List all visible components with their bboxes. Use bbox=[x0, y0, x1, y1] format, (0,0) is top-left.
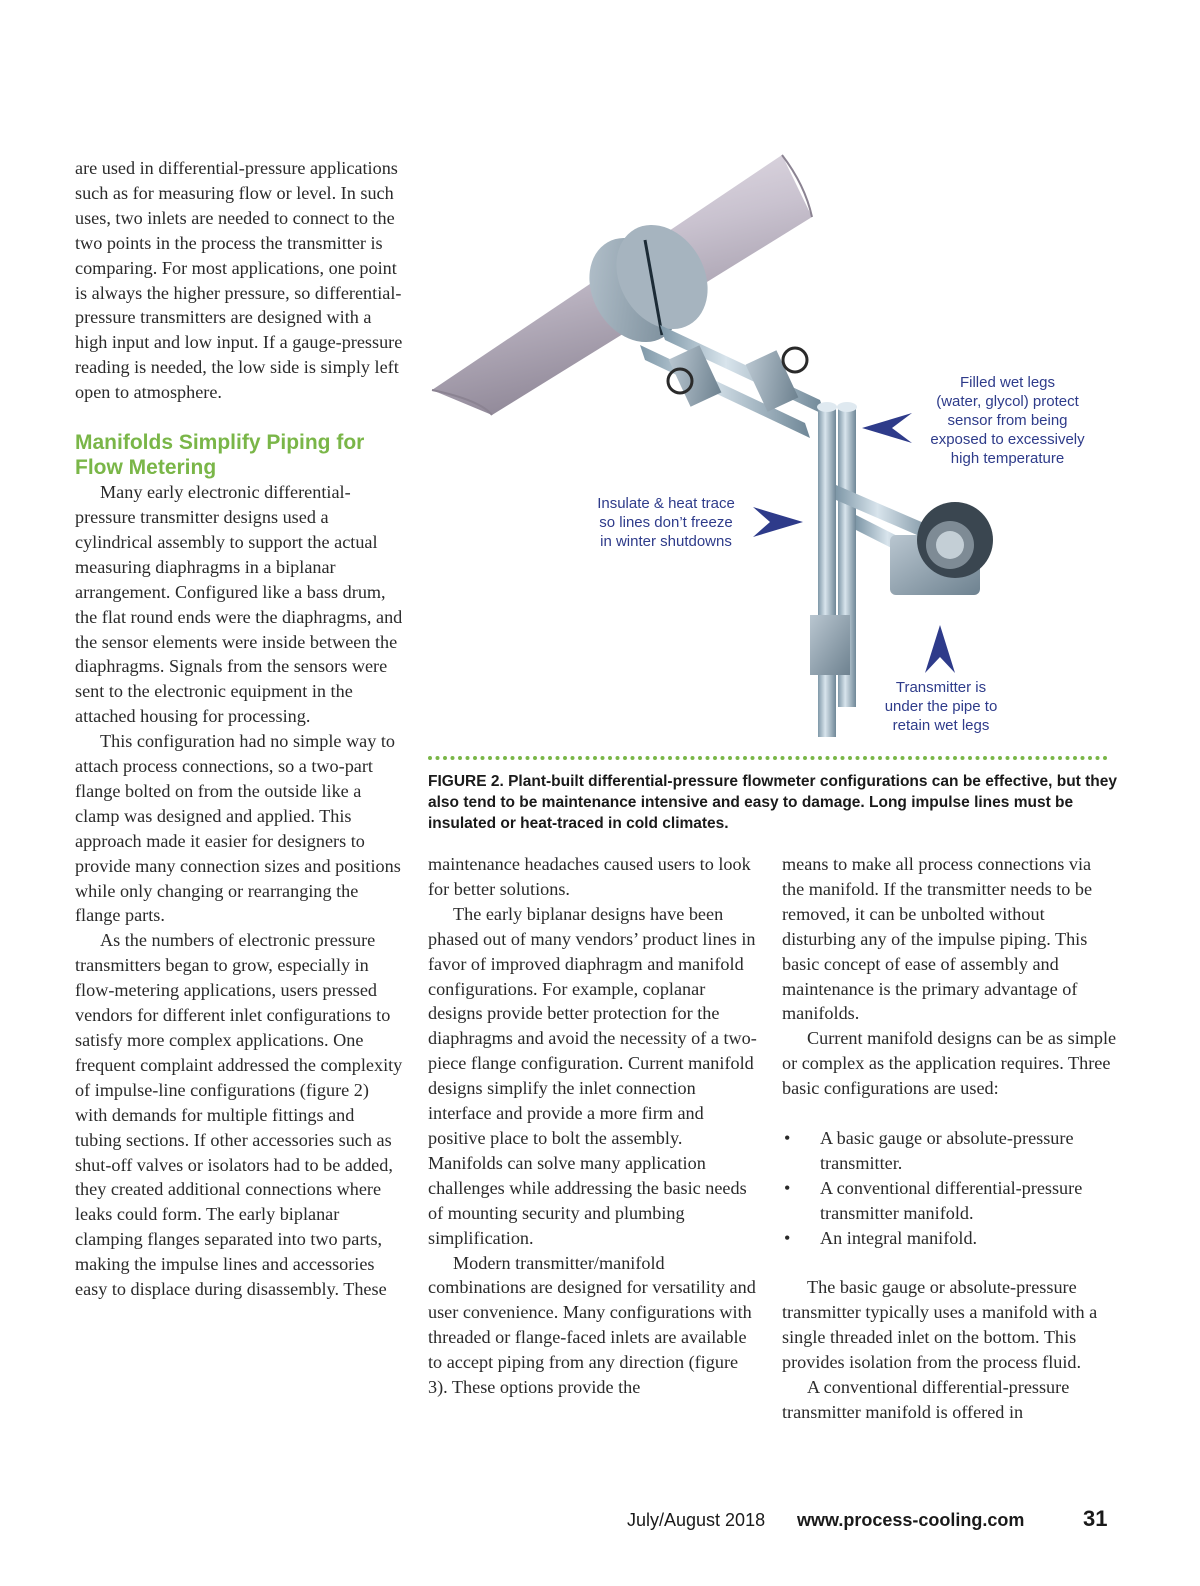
issue-date: July/August 2018 bbox=[627, 1510, 766, 1530]
figure-caption: FIGURE 2. Plant-built differential-pressure flowmeter configurations can be effective, but they also tend to be maintenance intensive and easy to damage. Long impulse lines must be insulated or heat-traced in cold climates. bbox=[428, 773, 1118, 832]
arrow-wet-legs bbox=[862, 413, 912, 443]
bullet-icon: • bbox=[784, 1177, 791, 1198]
text-column-2 bbox=[428, 852, 758, 1400]
text-column-3 bbox=[782, 852, 1117, 1425]
paragraph: means to make all process connections via the manifold. If the transmitter needs to be removed, it can be unbolted without disturbing any of the impulse piping. This basic concept of ease of assembly and maintenance is the primary advantage of manifolds. bbox=[782, 854, 1093, 1024]
page-footer bbox=[600, 1506, 1120, 1536]
paragraph: As the numbers of electronic pressure transmitters began to grow, especially in flow-metering applications, users pressed vendors for different inlet configurations to satisfy more complex applications. One frequent complaint addressed the complexity of impulse-line configurations (figure 2) with demands for multiple fittings and tubing sections. If other accessories such as shut-off valves or isolators had to be added, they created additional connections where leaks could form. The early biplanar clamping flanges separated into two parts, making the impulse lines and accessories easy to displace during disassembly. These bbox=[75, 930, 403, 1300]
dotted-divider bbox=[428, 752, 1113, 764]
list-item: • An integral manifold. bbox=[782, 1226, 1117, 1251]
paragraph: Modern transmitter/manifold combinations are designed for versatility and user convenience. Many configurations with threaded or flange-faced inlets are available to accept piping from any direction (figure 3). These options provide the bbox=[428, 1252, 756, 1398]
callout-wet-legs: Filled wet legs (water, glycol) protect sensor from being exposed to excessively high temperature bbox=[930, 374, 1085, 467]
callout-transmitter: Transmitter is under the pipe to retain wet legs bbox=[884, 679, 998, 734]
callout-insulate: Insulate & heat trace so lines don’t freeze in winter shutdowns bbox=[597, 495, 735, 550]
bullet-icon: • bbox=[784, 1227, 791, 1248]
paragraph: A conventional differential-pressure transmitter manifold is offered in bbox=[782, 1377, 1070, 1422]
arrow-transmitter bbox=[925, 625, 955, 673]
bullet-icon: • bbox=[784, 1127, 791, 1148]
text-column-1 bbox=[75, 156, 405, 1302]
website-link[interactable]: www.process-cooling.com bbox=[797, 1510, 1025, 1530]
list-item: • A basic gauge or absolute-pressure transmitter. bbox=[784, 1127, 1074, 1173]
paragraph: Current manifold designs can be as simple or complex as the application requires. Three basic configurations are used: bbox=[782, 1028, 1117, 1099]
list-item: • A conventional differential-pressure transmitter manifold. bbox=[784, 1177, 1083, 1223]
figure-2 bbox=[420, 145, 1120, 755]
paragraph: maintenance headaches caused users to look for better solutions. bbox=[428, 854, 751, 899]
arrow-insulate bbox=[753, 507, 803, 537]
wet-leg-left bbox=[818, 407, 836, 737]
paragraph: The basic gauge or absolute-pressure transmitter typically uses a manifold with a single threaded inlet on the bottom. This provides isolation from the process fluid. bbox=[782, 1277, 1098, 1373]
page-number: 31 bbox=[1083, 1506, 1108, 1531]
paragraph: Many early electronic differential-pressure transmitter designs used a cylindrical assembly to support the actual measuring diaphragms in a biplanar arrangement. Configured like a bass drum, the flat round ends were the diaphragms, and the sensor elements were inside between the diaphragms. Signals from the sensors were sent to the electronic equipment in the attached housing for processing. bbox=[75, 482, 403, 727]
drain-valve bbox=[810, 615, 850, 675]
bullet-list bbox=[782, 1126, 1117, 1251]
paragraph: The early biplanar designs have been phased out of many vendors’ product lines in favor of improved diaphragm and manifold configurations. For example, coplanar designs provide better protection for the diaphragms and avoid the necessity of a two-piece flange configuration. Current manifold designs simplify the inlet connection interface and provide a more firm and positive place to bolt the assembly. Manifolds can solve many application challenges while addressing the basic needs of mounting security and plumbing simplification. bbox=[428, 903, 757, 1248]
paragraph: This configuration had no simple way to attach process connections, so a two-part flange bolted on from the outside like a clamp was designed and applied. This approach made it easier for designers to provide many connection sizes and positions while only changing or rearranging the flange parts. bbox=[75, 731, 401, 926]
section-heading: Manifolds Simplify Piping for Flow Metering bbox=[75, 431, 365, 480]
paragraph-intro: are used in differential-pressure applications such as for measuring flow or level. In such uses, two inlets are needed to connect to the two points in the process the transmitter is comparing. For most applications, one point is always the higher pressure, so differential-pressure transmitters are designed with a high input and low input. If a gauge-pressure reading is needed, the low side is simply left open to atmosphere. bbox=[75, 158, 403, 403]
